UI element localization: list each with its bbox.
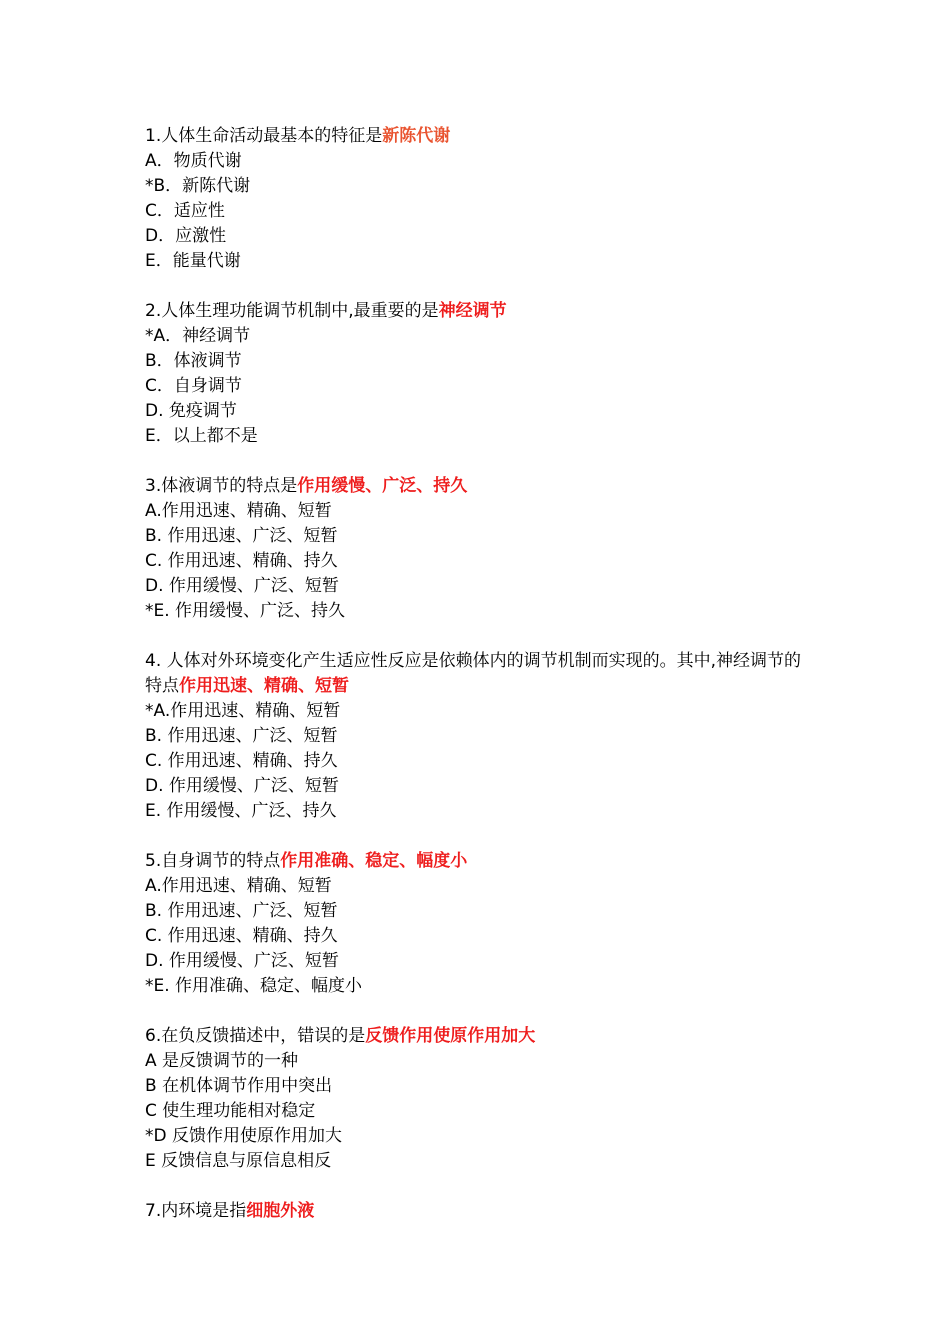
- option-e: E 反馈信息与原信息相反: [145, 1151, 332, 1171]
- question-2: [145, 299, 825, 449]
- document-page: [145, 124, 825, 1249]
- answer-highlight: 神经调节: [438, 301, 507, 321]
- stem-text: 3.体液调节的特点是: [145, 476, 298, 496]
- question-3: [145, 474, 825, 624]
- option-d: D. 免疫调节: [145, 401, 237, 421]
- question-stem: [145, 1199, 825, 1224]
- option-b: B. 作用迅速、广泛、短暂: [145, 526, 338, 546]
- question-5: [145, 849, 825, 999]
- option-c: C．适应性: [145, 201, 225, 221]
- question-stem: [145, 124, 825, 149]
- option-e: E．以上都不是: [145, 426, 258, 446]
- answer-highlight: 新陈代谢: [382, 126, 451, 146]
- question-stem: [145, 849, 825, 874]
- stem-text: 6.在负反馈描述中，错误的是: [145, 1026, 366, 1046]
- answer-highlight: 反馈作用使原作用加大: [365, 1026, 536, 1046]
- option-a: A．物质代谢: [145, 151, 242, 171]
- stem-text: 2.人体生理功能调节机制中,最重要的是: [145, 301, 439, 321]
- option-c: C. 作用迅速、精确、持久: [145, 551, 338, 571]
- question-6: [145, 1024, 825, 1174]
- option-d: *D 反馈作用使原作用加大: [145, 1126, 342, 1146]
- option-b: B 在机体调节作用中突出: [145, 1076, 333, 1096]
- question-1: [145, 124, 825, 274]
- option-c: C. 作用迅速、精确、持久: [145, 751, 338, 771]
- option-b: B. 作用迅速、广泛、短暂: [145, 726, 338, 746]
- option-d: D. 作用缓慢、广泛、短暂: [145, 776, 339, 796]
- question-stem: [145, 649, 810, 699]
- option-b: B. 作用迅速、广泛、短暂: [145, 901, 338, 921]
- option-a: A.作用迅速、精确、短暂: [145, 876, 332, 896]
- stem-text: 1.人体生命活动最基本的特征是: [145, 126, 383, 146]
- answer-highlight: 作用准确、稳定、幅度小: [280, 851, 468, 871]
- option-e: *E. 作用准确、稳定、幅度小: [145, 976, 363, 996]
- option-c: C 使生理功能相对稳定: [145, 1101, 316, 1121]
- question-stem: [145, 1024, 825, 1049]
- option-b: *B．新陈代谢: [145, 176, 251, 196]
- option-a: *A．神经调节: [145, 326, 251, 346]
- question-7: [145, 1199, 825, 1224]
- option-e: E. 作用缓慢、广泛、持久: [145, 801, 337, 821]
- option-d: D. 作用缓慢、广泛、短暂: [145, 576, 339, 596]
- answer-highlight: 细胞外液: [246, 1201, 315, 1221]
- question-stem: [145, 299, 825, 324]
- stem-text: 4. 人体对外环境变化产生适应性反应是依赖体内的调节机制而实现的。其中,神经调节的特点: [145, 651, 802, 696]
- option-a: A 是反馈调节的一种: [145, 1051, 299, 1071]
- option-a: *A.作用迅速、精确、短暂: [145, 701, 341, 721]
- question-stem: [145, 474, 825, 499]
- option-e: *E. 作用缓慢、广泛、持久: [145, 601, 346, 621]
- option-a: A.作用迅速、精确、短暂: [145, 501, 332, 521]
- option-c: C. 作用迅速、精确、持久: [145, 926, 338, 946]
- question-4: [145, 649, 825, 824]
- option-d: D. 作用缓慢、广泛、短暂: [145, 951, 339, 971]
- stem-text: 7.内环境是指: [145, 1201, 247, 1221]
- option-b: B．体液调节: [145, 351, 242, 371]
- stem-text: 5.自身调节的特点: [145, 851, 281, 871]
- option-e: E．能量代谢: [145, 251, 241, 271]
- option-c: C．自身调节: [145, 376, 242, 396]
- answer-highlight: 作用迅速、精确、短暂: [179, 676, 349, 696]
- answer-highlight: 作用缓慢、广泛、持久: [297, 476, 468, 496]
- option-d: D．应激性: [145, 226, 227, 246]
